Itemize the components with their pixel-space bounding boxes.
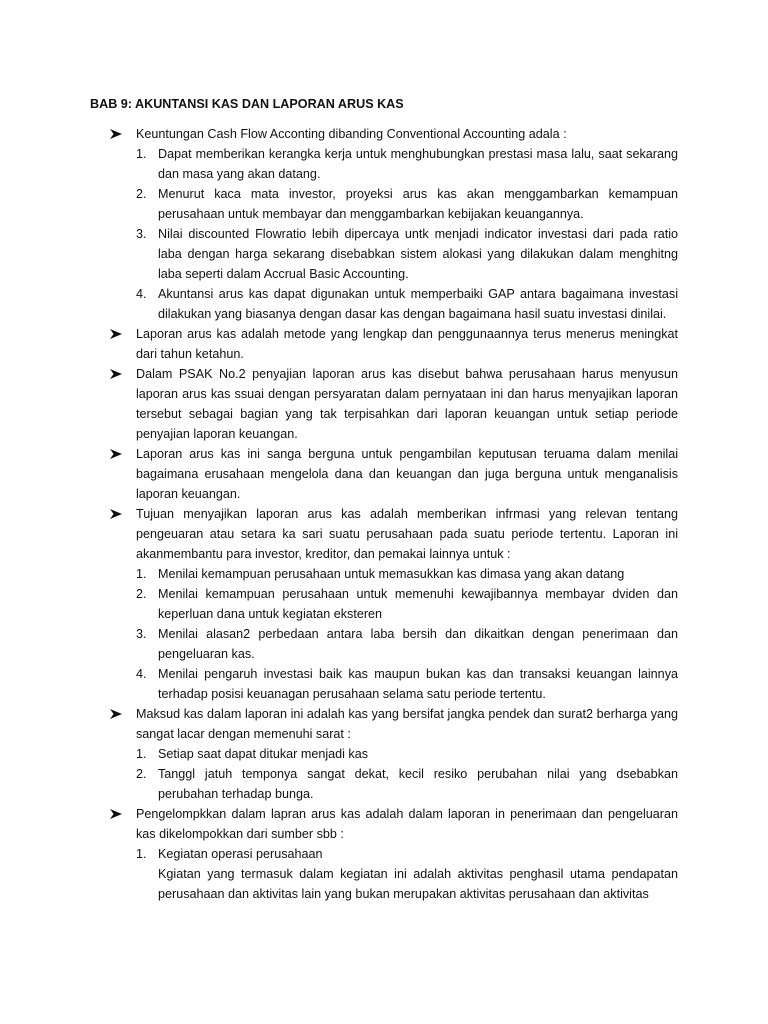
list-item: 3. Menilai alasan2 perbedaan antara laba bersih dan dikaitkan dengan penerimaan dan pengeluaran kas. [136,627,678,661]
arrow-bullet-icon [109,708,123,720]
list-item: 4. Menilai pengaruh investasi baik kas maupun bukan kas dan transaksi keuangan lainnya terhadap posisi keuanagan perusahaan selama satu periode tertentu. [136,667,678,701]
bullet-text: Laporan arus kas adalah metode yang lengkap dan penggunaannya terus menerus meningkat dari tahun ketahun. [136,327,678,361]
bullet-text: Laporan arus kas ini sanga berguna untuk pengambilan keputusan teruama dalam menilai bagaimana erusahaan mengelola dana dan keuangan dan juga berguna untuk menganalisis laporan keuangan. [136,447,678,501]
bullet-grouping [90,804,678,844]
list-item: 4. Akuntansi arus kas dapat digunakan untuk memperbaiki GAP antara bagaimana investasi dilakukan yang biasanya dengan dasar kas dengan bagaimana hasil suatu investasi dinilai. [136,287,678,321]
requirements-list [90,744,678,804]
page-title: BAB 9: AKUNTANSI KAS DAN LAPORAN ARUS KAS [90,97,404,111]
arrow-bullet-icon [109,368,123,380]
operating-activities-paragraph: Kgiatan yang termasuk dalam kegiatan ini adalah aktivitas penghasil utama pendapatan perusahaan dan aktivitas lain yang bukan merupakan aktivitas perusahaan dan aktivitas [158,867,678,901]
bullet-usefulness [90,444,678,504]
bullet-text: Keuntungan Cash Flow Acconting dibanding Conventional Accounting adala : [136,127,567,141]
arrow-bullet-icon [109,448,123,460]
bullet-cash-definition [90,704,678,744]
list-item: 2. Menurut kaca mata investor, proyeksi arus kas akan menggambarkan kemampuan perusahaan untuk membayar dan menggambarkan kebijakan keuangannya. [136,187,678,221]
list-item: 1. Setiap saat dapat ditukar menjadi kas [136,747,369,761]
document-body [90,94,678,904]
list-item: 3. Nilai discounted Flowratio lebih dipercaya untk menjadi indicator investasi dari pada ratio laba dengan harga sekarang disebabkan sistem alokasi yang dilakukan dalam menghitng laba seperti dalam Accrual Basic Accounting. [136,227,678,281]
arrow-bullet-icon [109,808,123,820]
arrow-bullet-icon [109,508,123,520]
list-item: 2. Menilai kemampuan perusahaan untuk memenuhi kewajibannya membayar dviden dan keperluan dana untuk kegiatan eksteren [136,587,678,621]
list-item: 1. Kegiatan operasi perusahaan [136,847,323,861]
arrow-bullet-icon [109,328,123,340]
advantages-list [90,144,678,324]
bullet-psak [90,364,678,444]
bullet-text: Tujuan menyajikan laporan arus kas adalah memberikan infrmasi yang relevan tentang pengeuaran atau setara ka sari suatu perusahaan pada suatu periode tertentu. Laporan ini akanmembantu para investor, kreditor, dan pemakai lainnya untuk : [136,507,678,561]
purpose-list [90,564,678,704]
arrow-bullet-icon [109,128,123,140]
bullet-text: Maksud kas dalam laporan ini adalah kas yang bersifat jangka pendek dan surat2 berharga yang sangat lacar dengan memenuhi sarat : [136,707,678,741]
bullet-text: Dalam PSAK No.2 penyajian laporan arus kas disebut bahwa perusahaan harus menyusun laporan arus kas ssuai dengan persyaratan dalam pernyataan ini dan harus menyajikan laporan tersebut sebagai bagian yang tak terpisahkan dari laporan keuangan untuk setiap periode penyajian laporan keuangan. [136,367,678,441]
list-item: 1. Dapat memberikan kerangka kerja untuk menghubungkan prestasi masa lalu, saat sekarang dan masa yang akan datang. [136,147,678,181]
grouping-list [90,844,678,864]
list-item: 2. Tanggl jatuh temponya sangat dekat, kecil resiko perubahan nilai yang dsebabkan perubahan terhadap bunga. [136,767,678,801]
bullet-advantages [90,124,678,144]
bullet-method [90,324,678,364]
bullet-purpose [90,504,678,564]
bullet-text: Pengelompkkan dalam lapran arus kas adalah dalam laporan in penerimaan dan pengeluaran kas dikelompokkan dari sumber sbb : [136,807,678,841]
list-item: 1. Menilai kemampuan perusahaan untuk memasukkan kas dimasa yang akan datang [136,567,625,581]
